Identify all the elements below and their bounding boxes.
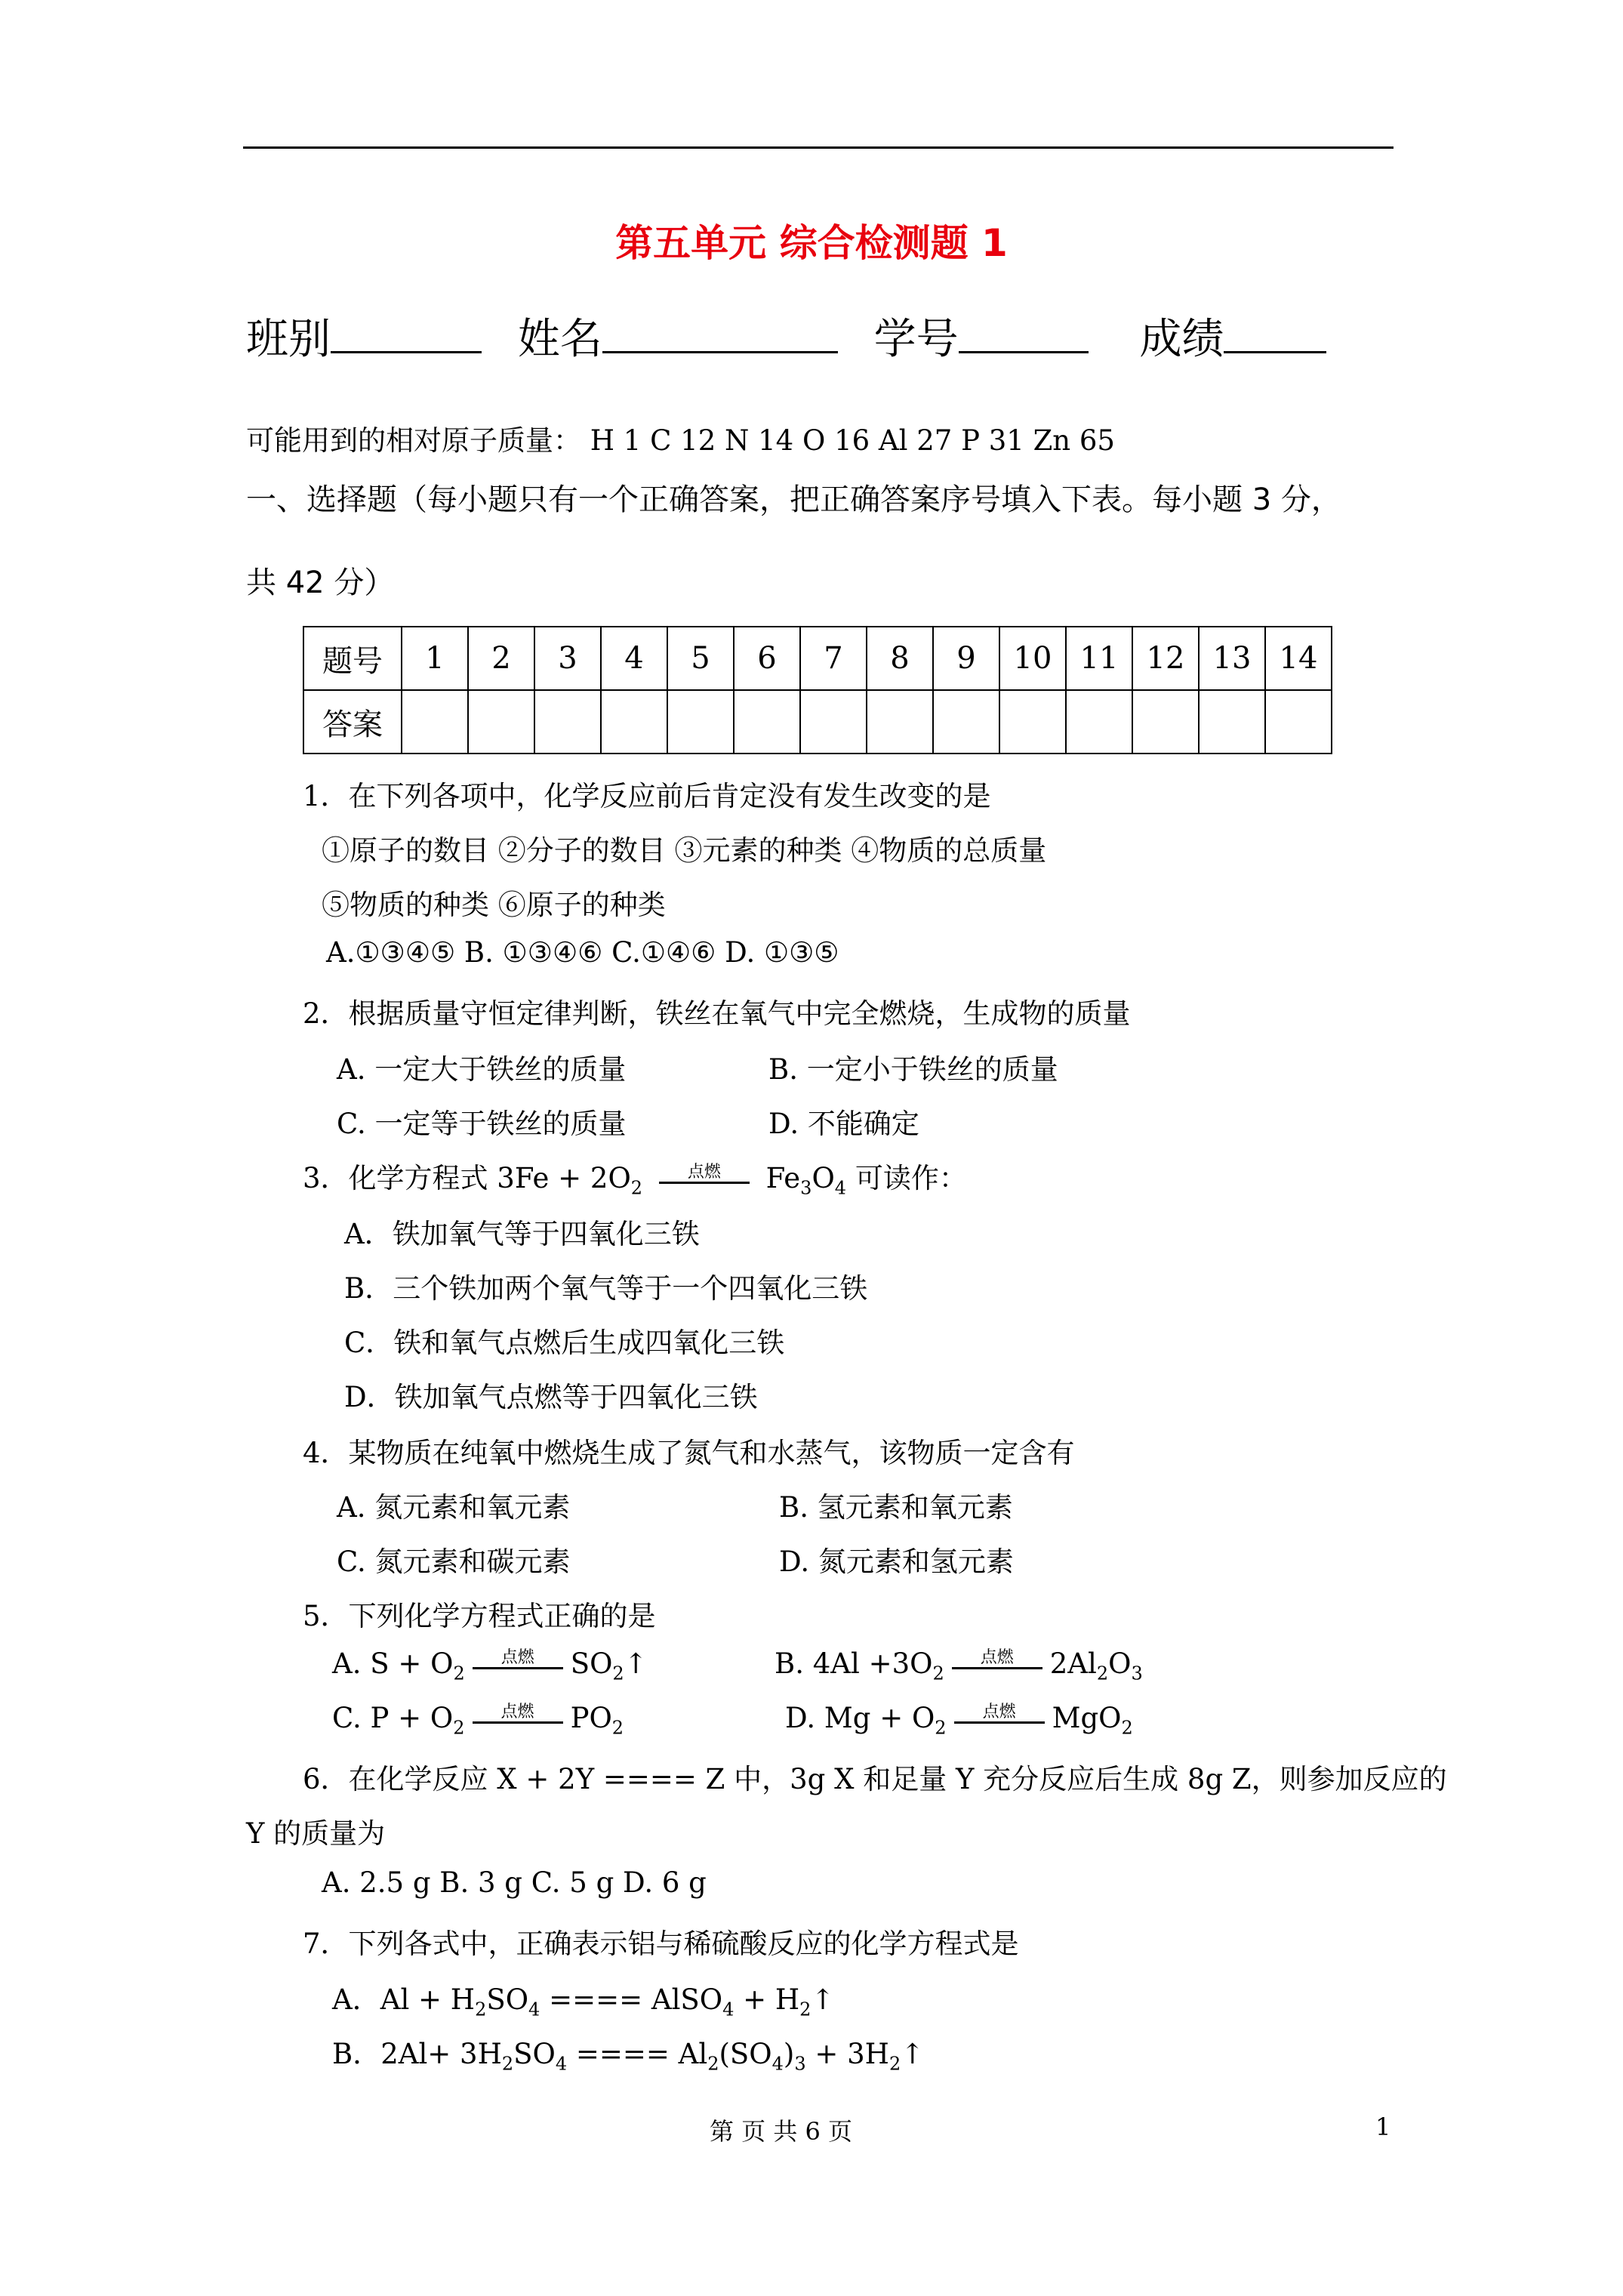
q7-stem: 7．下列各式中，正确表示铝与稀硫酸反应的化学方程式是 bbox=[303, 1928, 1019, 1960]
q5-stem: 5．下列化学方程式正确的是 bbox=[303, 1600, 656, 1632]
q4-stem: 4．某物质在纯氧中燃烧生成了氮气和水蒸气，该物质一定含有 bbox=[303, 1437, 1075, 1469]
header-rule bbox=[243, 146, 1394, 149]
answer-cell[interactable] bbox=[667, 690, 734, 754]
q7-option-a: A．$Al + H_2SO_4$ ==== AlSO$_4$ + $H_2↑$ bbox=[332, 1983, 835, 2020]
answer-cell[interactable] bbox=[999, 690, 1066, 754]
q3-option-a: A．铁加氧气等于四氧化三铁 bbox=[344, 1218, 700, 1250]
table-number-cell: 7 bbox=[800, 627, 867, 690]
table-number-cell: 14 bbox=[1265, 627, 1332, 690]
q5-option-a: A. $S + O_2$ 点燃 $SO_2↑$ bbox=[332, 1647, 648, 1684]
student-number-label: 学号 bbox=[873, 315, 959, 364]
table-number-cell: 6 bbox=[734, 627, 800, 690]
q4-option-d: D. 氮元素和氢元素 bbox=[779, 1546, 1014, 1578]
score-label: 成绩 bbox=[1139, 315, 1224, 364]
name-blank[interactable] bbox=[602, 310, 838, 353]
answer-cell[interactable] bbox=[1199, 690, 1265, 754]
q4-option-b: B. 氢元素和氧元素 bbox=[779, 1491, 1013, 1524]
q3-option-c: C．铁和氧气点燃后生成四氧化三铁 bbox=[344, 1327, 785, 1359]
q2-option-b: B. 一定小于铁丝的质量 bbox=[768, 1053, 1058, 1086]
reaction-arrow bbox=[473, 1702, 563, 1732]
table-number-cell: 11 bbox=[1066, 627, 1132, 690]
q2-stem: 2．根据质量守恒定律判断，铁丝在氧气中完全燃烧，生成物的质量 bbox=[303, 997, 1131, 1030]
table-number-cell: 4 bbox=[601, 627, 667, 690]
answer-cell[interactable] bbox=[800, 690, 867, 754]
reaction-arrow bbox=[952, 1647, 1042, 1678]
q3-stem-suffix: 可读作： bbox=[855, 1162, 967, 1194]
q3-option-b: B．三个铁加两个氧气等于一个四氧化三铁 bbox=[344, 1272, 868, 1305]
answer-cell[interactable] bbox=[933, 690, 999, 754]
answer-cell[interactable] bbox=[734, 690, 800, 754]
answer-cell[interactable] bbox=[468, 690, 534, 754]
q5-option-d: D. $Mg + O_2$ 点燃 MgO$_2$ bbox=[785, 1702, 1133, 1738]
answer-cell[interactable] bbox=[1132, 690, 1199, 754]
q6-options: A. 2.5 g B. 3 g C. 5 g D. 6 g bbox=[322, 1866, 707, 1899]
answer-cell[interactable] bbox=[1066, 690, 1132, 754]
reaction-arrow bbox=[954, 1702, 1045, 1732]
condition-label: 点燃 bbox=[980, 1647, 1014, 1667]
table-number-cell: 8 bbox=[867, 627, 933, 690]
page-title: 第五单元 综合检测题 1 bbox=[615, 221, 1008, 265]
q1-items-line1: ①原子的数目 ②分子的数目 ③元素的种类 ④物质的总质量 bbox=[322, 834, 1047, 867]
answer-cell[interactable] bbox=[534, 690, 601, 754]
answer-cell[interactable] bbox=[402, 690, 468, 754]
q5-option-b: B. $4Al +3O_2$ 点燃 $2Al_2O_3$ bbox=[775, 1647, 1143, 1684]
name-label: 姓名 bbox=[517, 315, 602, 364]
atomic-masses: 可能用到的相对原子质量： H 1 C 12 N 14 O 16 Al 27 P 31 Zn 65 bbox=[246, 424, 1115, 457]
table-number-cell: 1 bbox=[402, 627, 468, 690]
answer-cell[interactable] bbox=[601, 690, 667, 754]
table-number-cell: 10 bbox=[999, 627, 1066, 690]
q6-stem-line2: Y 的质量为 bbox=[246, 1817, 386, 1850]
q2-option-a: A. 一定大于铁丝的质量 bbox=[337, 1053, 627, 1086]
table-number-cell: 9 bbox=[933, 627, 999, 690]
class-label: 班别 bbox=[246, 315, 331, 364]
q1-items-line2: ⑤物质的种类 ⑥原子的种类 bbox=[322, 889, 666, 921]
section1-instructions-line2: 共 42 分） bbox=[246, 566, 395, 600]
table-number-cell: 2 bbox=[468, 627, 534, 690]
table-header-answer: 答案 bbox=[303, 690, 402, 754]
score-blank[interactable] bbox=[1224, 310, 1326, 353]
q4-option-a: A. 氮元素和氧元素 bbox=[337, 1491, 571, 1524]
answer-table-number-row bbox=[303, 627, 1332, 690]
student-info-fields bbox=[246, 306, 1349, 366]
table-number-cell: 12 bbox=[1132, 627, 1199, 690]
answer-cell[interactable] bbox=[867, 690, 933, 754]
class-blank[interactable] bbox=[331, 310, 482, 353]
answer-table-answer-row bbox=[303, 690, 1332, 754]
section1-instructions-line1: 一、选择题（每小题只有一个正确答案，把正确答案序号填入下表。每小题 3 分， bbox=[246, 482, 1341, 517]
q4-option-c: C. 氮元素和碳元素 bbox=[337, 1546, 571, 1578]
q3-option-d: D．铁加氧气点燃等于四氧化三铁 bbox=[344, 1381, 758, 1413]
table-header-number: 题号 bbox=[303, 627, 402, 690]
reaction-arrow bbox=[473, 1647, 563, 1678]
page-number: 1 bbox=[1375, 2113, 1391, 2141]
q3-stem-prefix: 3．化学方程式 3Fe + 2O bbox=[303, 1162, 631, 1194]
q1-options: A.①③④⑤ B. ①③④⑥ C.①④⑥ D. ①③⑤ bbox=[326, 936, 839, 969]
condition-label: 点燃 bbox=[982, 1702, 1016, 1721]
page-footer-text: 第 页 共 6 页 bbox=[710, 2117, 853, 2146]
q7-option-b: B．$2Al+ 3H_2SO_4$ ==== $Al_2(SO_4)_3$ + $3H_2↑$ bbox=[332, 2038, 925, 2075]
condition-label: 点燃 bbox=[500, 1702, 534, 1721]
table-number-cell: 5 bbox=[667, 627, 734, 690]
answer-table bbox=[303, 626, 1332, 754]
student-number-blank[interactable] bbox=[959, 310, 1089, 353]
q3-stem: 3．化学方程式 $3Fe + 2O_2$ 点燃 $Fe_3O_4$ 可读作： bbox=[303, 1155, 967, 1198]
q2-option-c: C. 一定等于铁丝的质量 bbox=[337, 1108, 627, 1140]
reaction-arrow bbox=[659, 1162, 750, 1192]
condition-label: 点燃 bbox=[500, 1647, 534, 1667]
q6-stem-line1: 6．在化学反应 X + 2Y ==== Z 中，3g X 和足量 Y 充分反应后生成 8g Z，则参加反应的 bbox=[303, 1763, 1447, 1795]
q1-stem: 1．在下列各项中，化学反应前后肯定没有发生改变的是 bbox=[303, 780, 991, 812]
condition-label: 点燃 bbox=[687, 1162, 721, 1182]
q2-option-d: D. 不能确定 bbox=[768, 1108, 919, 1140]
table-number-cell: 13 bbox=[1199, 627, 1265, 690]
q5-option-c: C. $P + O_2$ 点燃 $PO_2$ bbox=[332, 1702, 624, 1738]
table-number-cell: 3 bbox=[534, 627, 601, 690]
answer-cell[interactable] bbox=[1265, 690, 1332, 754]
